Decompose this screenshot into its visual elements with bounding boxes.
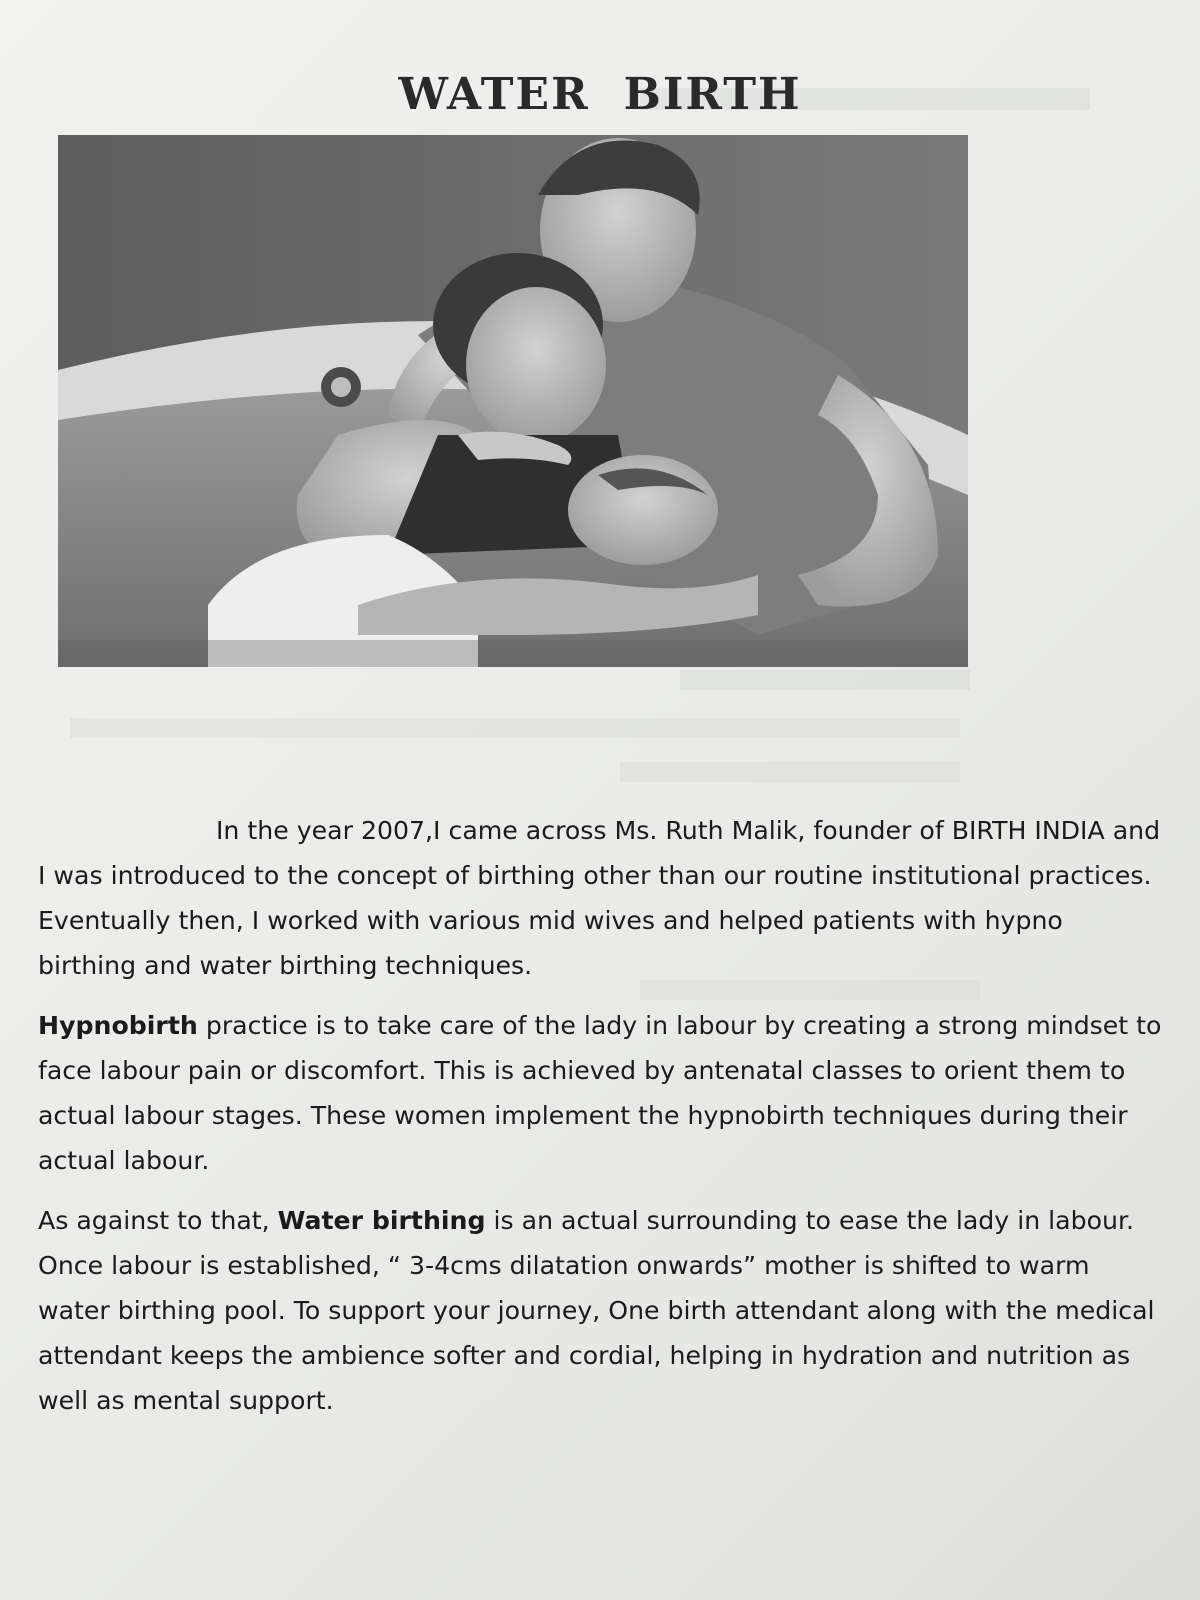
paragraph-introduction [38,808,1168,988]
paragraph-water-birthing [38,1198,1168,1423]
bleed-through-shadow [620,762,960,782]
paragraph-introduction-text: In the year 2007,I came across Ms. Ruth Malik, founder of BIRTH INDIA and I was introduced to the concept of birthing other than our routine institutional practices. Eventually then, I worked with various mid wives and helped patients with hypno birthing and water birthing techniques. [38,816,1161,980]
page-title [0,69,1200,120]
title-word-birth: BIRTH [623,69,802,121]
bleed-through-shadow [70,718,960,738]
water-birthing-term: Water birthing [277,1206,486,1235]
paragraph-water-birthing-text: is an actual surrounding to ease the lady in labour. Once labour is established, “ 3-4cms dilatation onwards” mother is shifted to warm water birthing pool. To support your journey, One birth attendant along with the medical attendant keeps the ambience softer and cordial, helping in hydration and nutrition as well as mental support. [38,1206,1155,1415]
title-word-water: WATER [398,69,590,121]
paragraph-hypnobirth-text: practice is to take care of the lady in labour by creating a strong mindset to face labour pain or discomfort. This is achieved by antenatal classes to orient them to actual labour stages. These women implement the hypnobirth techniques during their actual labour. [38,1011,1162,1175]
paragraph-hypnobirth [38,1003,1168,1183]
paragraph-water-birthing-lead: As against to that, [38,1206,278,1235]
hypnobirth-term: Hypnobirth [38,1011,198,1040]
photo-illustration [58,135,968,667]
document-body [38,808,1168,1423]
water-birth-photo [58,135,968,667]
bleed-through-shadow [680,670,970,690]
